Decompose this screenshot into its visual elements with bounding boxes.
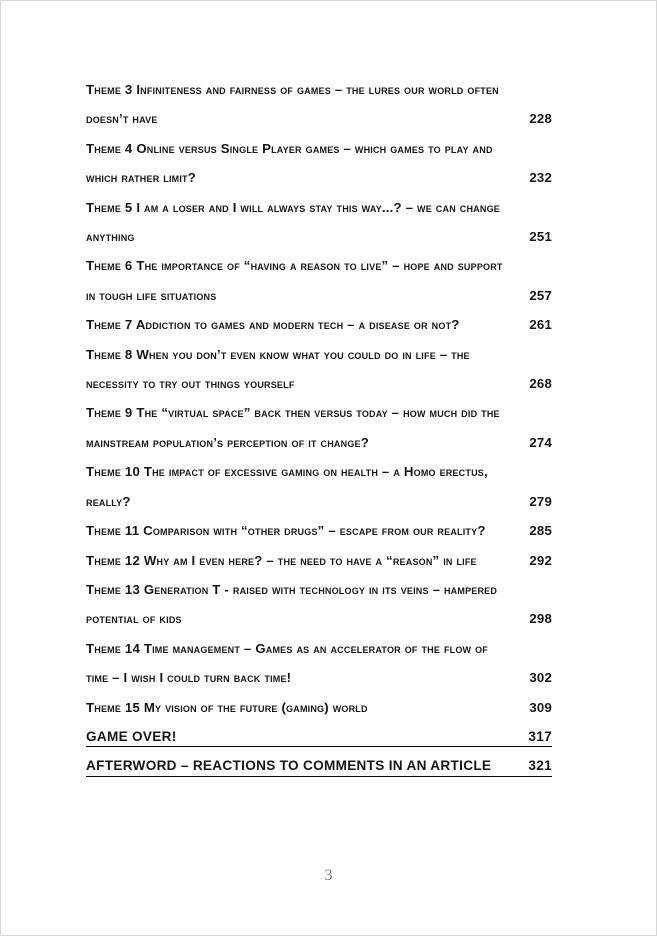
toc-entry-page-number: 317	[528, 728, 552, 744]
toc-heading-entry[interactable]	[86, 751, 552, 780]
toc-entry[interactable]	[86, 457, 552, 516]
toc-entry-page-number: 228	[529, 111, 552, 127]
toc-entry-text: Theme 15 My vision of the future (gaming) world	[86, 699, 368, 715]
toc-entry-page-number: 274	[529, 434, 552, 450]
toc-entry-page-number: 251	[529, 229, 552, 245]
toc-entry-text: Theme 10 The impact of excessive gaming on health – a Homo erectus, really?	[86, 464, 488, 509]
toc-entry[interactable]	[86, 75, 552, 134]
toc-entry-page-number: 302	[529, 670, 552, 686]
toc-entry-text: Theme 3 Infiniteness and fairness of games – the lures our world often doesn’t have	[86, 82, 499, 127]
toc-entry-page-number: 309	[529, 699, 552, 715]
toc-entry[interactable]	[86, 398, 552, 457]
toc-entry-text: Theme 5 I am a loser and I will always stay this way...? – we can change anything	[86, 199, 500, 245]
toc-entry-page-number: 279	[529, 493, 552, 509]
toc-entry[interactable]	[86, 310, 552, 339]
toc-entry-page-number: 257	[529, 287, 552, 303]
toc-entry[interactable]	[86, 134, 552, 193]
toc-entry[interactable]	[86, 575, 552, 634]
toc-entry-page-number: 292	[529, 552, 552, 568]
toc-entry-text: AFTERWORD – REACTIONS TO COMMENTS IN AN ARTICLE	[86, 758, 492, 774]
toc-entry[interactable]	[86, 634, 552, 693]
toc-entry-text: Theme 14 Time management – Games as an accelerator of the flow of time – I wish I could turn back time!	[86, 640, 488, 686]
toc-entry[interactable]	[86, 193, 552, 252]
toc-heading-entry[interactable]	[86, 722, 552, 751]
toc-entry-page-number: 268	[529, 376, 552, 392]
toc-entry-text: Theme 12 Why am I even here? – the need to have a “reason” in life	[86, 552, 477, 568]
toc-entry-text: Theme 13 Generation T - raised with technology in its veins – hampered potential of kids	[86, 581, 498, 627]
toc-entry[interactable]	[86, 546, 552, 575]
toc-entry-text: Theme 9 The “virtual space” back then versus today – how much did the mainstream population’s perception of it change?	[86, 405, 500, 450]
toc-entry-page-number: 232	[529, 170, 552, 186]
toc-entry[interactable]	[86, 251, 552, 310]
toc-entry-page-number: 261	[529, 317, 552, 333]
toc-list	[86, 75, 552, 781]
toc-entry-text: GAME OVER!	[86, 728, 177, 744]
toc-entry-text: Theme 4 Online versus Single Player games – which games to play and which rather limit?	[86, 140, 493, 186]
toc-entry-page-number: 298	[529, 611, 552, 627]
toc-entry-page-number: 321	[528, 758, 552, 774]
toc-entry-text: Theme 6 The importance of “having a reason to live” – hope and support in tough life situations	[86, 258, 503, 303]
toc-entry[interactable]	[86, 340, 552, 399]
toc-entry[interactable]	[86, 516, 552, 545]
page-number: 3	[324, 867, 333, 884]
toc-entry-text: Theme 7 Addiction to games and modern tech – a disease or not?	[86, 317, 460, 333]
toc-entry-page-number: 285	[529, 523, 552, 539]
toc-entry-text: Theme 11 Comparison with “other drugs” – escape from our reality?	[86, 523, 486, 539]
toc-entry-text: Theme 8 When you don’t even know what you could do in life – the necessity to try out things yourself	[86, 346, 470, 392]
toc-entry[interactable]	[86, 693, 552, 722]
